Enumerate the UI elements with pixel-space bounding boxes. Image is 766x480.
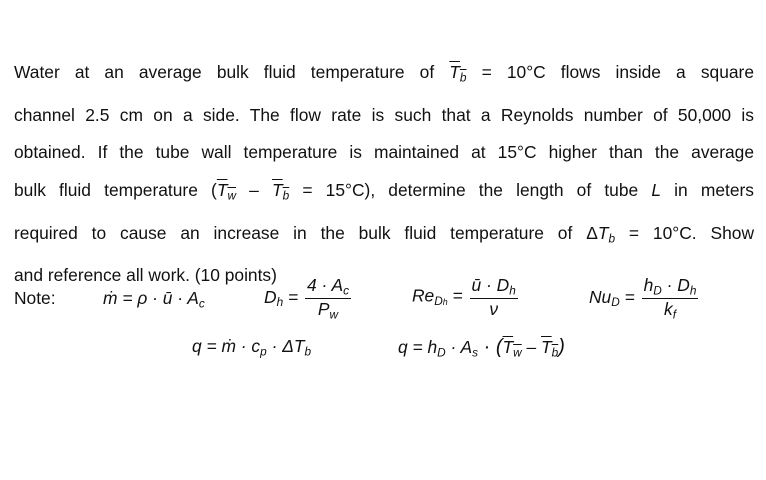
q2-sub-d: D bbox=[437, 345, 446, 360]
q2-close-paren: ) bbox=[558, 336, 565, 358]
length-symbol: L bbox=[651, 179, 661, 200]
line4-text-b: = 15°C), determine the length of tube bbox=[289, 179, 652, 200]
dh-numerator bbox=[305, 276, 351, 299]
line4-text-c: in meters bbox=[661, 179, 754, 200]
tb-symbol-sub: b bbox=[459, 70, 467, 85]
dh-equals: = bbox=[283, 286, 303, 307]
tb-symbol bbox=[449, 62, 467, 85]
nu-symbol: Nu bbox=[589, 286, 612, 307]
delta-t-letter: T bbox=[597, 222, 609, 243]
tw-symbol-sub: w bbox=[227, 188, 236, 203]
line4-minus: – bbox=[236, 179, 272, 200]
q1-sub-b: b bbox=[304, 344, 312, 359]
nu-fraction bbox=[642, 276, 699, 320]
re-num-sub: h bbox=[509, 283, 516, 298]
dh-den-sub: w bbox=[329, 307, 339, 322]
problem-line-5 bbox=[14, 215, 754, 258]
equation-nusselt bbox=[589, 276, 698, 320]
note-label: Note: bbox=[14, 288, 56, 308]
dh-sub: h bbox=[276, 295, 284, 310]
q1-mid: · ΔT bbox=[266, 336, 305, 356]
re-sub-d: D bbox=[434, 293, 443, 308]
q2-tb-sub: b bbox=[551, 345, 559, 360]
nu-numerator bbox=[642, 276, 699, 299]
line1-text-b: = 10°C flows inside a square bbox=[466, 62, 754, 82]
problem-line-1 bbox=[14, 54, 754, 97]
equation-reynolds bbox=[412, 276, 518, 318]
tb-symbol-2 bbox=[271, 179, 290, 203]
tb-symbol-letter: T bbox=[449, 62, 460, 82]
tw-symbol-letter: T bbox=[216, 179, 228, 200]
mdot-dot: · bbox=[172, 288, 188, 308]
dh-symbol: D bbox=[264, 286, 277, 307]
mdot-area: A bbox=[187, 288, 199, 308]
line4-text-a: bulk fluid temperature ( bbox=[14, 179, 217, 200]
delta-t-sub: b bbox=[608, 230, 616, 245]
q2-open-paren: · ( bbox=[478, 336, 503, 358]
re-denominator: ν bbox=[489, 298, 499, 319]
re-equals: = bbox=[447, 285, 468, 306]
nu-den-sub: f bbox=[672, 307, 677, 322]
mdot-ubar: ū bbox=[162, 288, 173, 308]
equation-hydraulic-diameter bbox=[264, 276, 351, 320]
equation-heat-rate-1 bbox=[192, 336, 311, 358]
mdot-symbol: ṁ bbox=[103, 288, 118, 308]
q2-tw bbox=[502, 337, 522, 360]
q1-sub-p: p bbox=[260, 344, 267, 359]
q2-minus: – bbox=[521, 337, 542, 357]
q2-tb bbox=[541, 337, 559, 360]
problem-line-3: obtained. If the tube wall temperature is maintained at 15°C higher than the average bbox=[14, 142, 754, 163]
tb-symbol-2-letter: T bbox=[271, 179, 283, 200]
nu-denominator bbox=[662, 299, 678, 321]
q2-tw-letter: T bbox=[502, 337, 514, 357]
re-num-text: ū · D bbox=[471, 275, 510, 295]
dh-denominator bbox=[316, 299, 340, 321]
nu-sub: D bbox=[611, 295, 620, 310]
q1-text: q = ṁ · c bbox=[192, 336, 261, 356]
line1-text-a: Water at an average bulk fluid temperature of bbox=[14, 62, 450, 82]
dh-num-text: 4 · A bbox=[306, 275, 344, 295]
re-sub bbox=[434, 294, 447, 308]
re-sub-h: h bbox=[442, 296, 448, 307]
problem-line-6: and reference all work. (10 points) bbox=[14, 265, 277, 286]
nu-den-text: k bbox=[664, 298, 673, 319]
q2-text-b: · A bbox=[445, 337, 473, 357]
equation-heat-rate-2 bbox=[398, 336, 565, 359]
q2-tw-sub: w bbox=[513, 345, 522, 360]
nu-num-h: h bbox=[643, 275, 654, 295]
dh-num-sub: c bbox=[343, 283, 349, 298]
dh-den-text: P bbox=[317, 298, 330, 319]
problem-line-4 bbox=[14, 172, 754, 215]
line5-text-a: required to cause an increase in the bulk fluid temperature of Δ bbox=[14, 222, 598, 243]
q2-tb-letter: T bbox=[541, 337, 552, 357]
problem-line-2: channel 2.5 cm on a side. The flow rate is such that a Reynolds number of 50,000 is bbox=[14, 104, 754, 125]
nu-num-mid: · D bbox=[661, 275, 690, 295]
dh-fraction bbox=[305, 276, 351, 320]
nu-num-sub2: h bbox=[689, 283, 697, 298]
equation-mass-flow bbox=[103, 288, 205, 310]
nu-equals: = bbox=[619, 286, 640, 307]
tw-symbol bbox=[216, 179, 236, 203]
q2-text-a: q = h bbox=[398, 337, 438, 357]
mdot-rho: = ρ · bbox=[117, 288, 163, 308]
q2-sub-s: s bbox=[472, 345, 479, 360]
nu-num-sub: D bbox=[653, 283, 662, 298]
re-symbol: Re bbox=[412, 285, 435, 306]
tb-symbol-2-sub: b bbox=[282, 188, 290, 203]
re-numerator bbox=[470, 276, 518, 299]
line5-text-b: = 10°C. Show bbox=[615, 222, 755, 243]
re-fraction bbox=[470, 276, 518, 318]
mdot-area-sub: c bbox=[198, 296, 205, 311]
